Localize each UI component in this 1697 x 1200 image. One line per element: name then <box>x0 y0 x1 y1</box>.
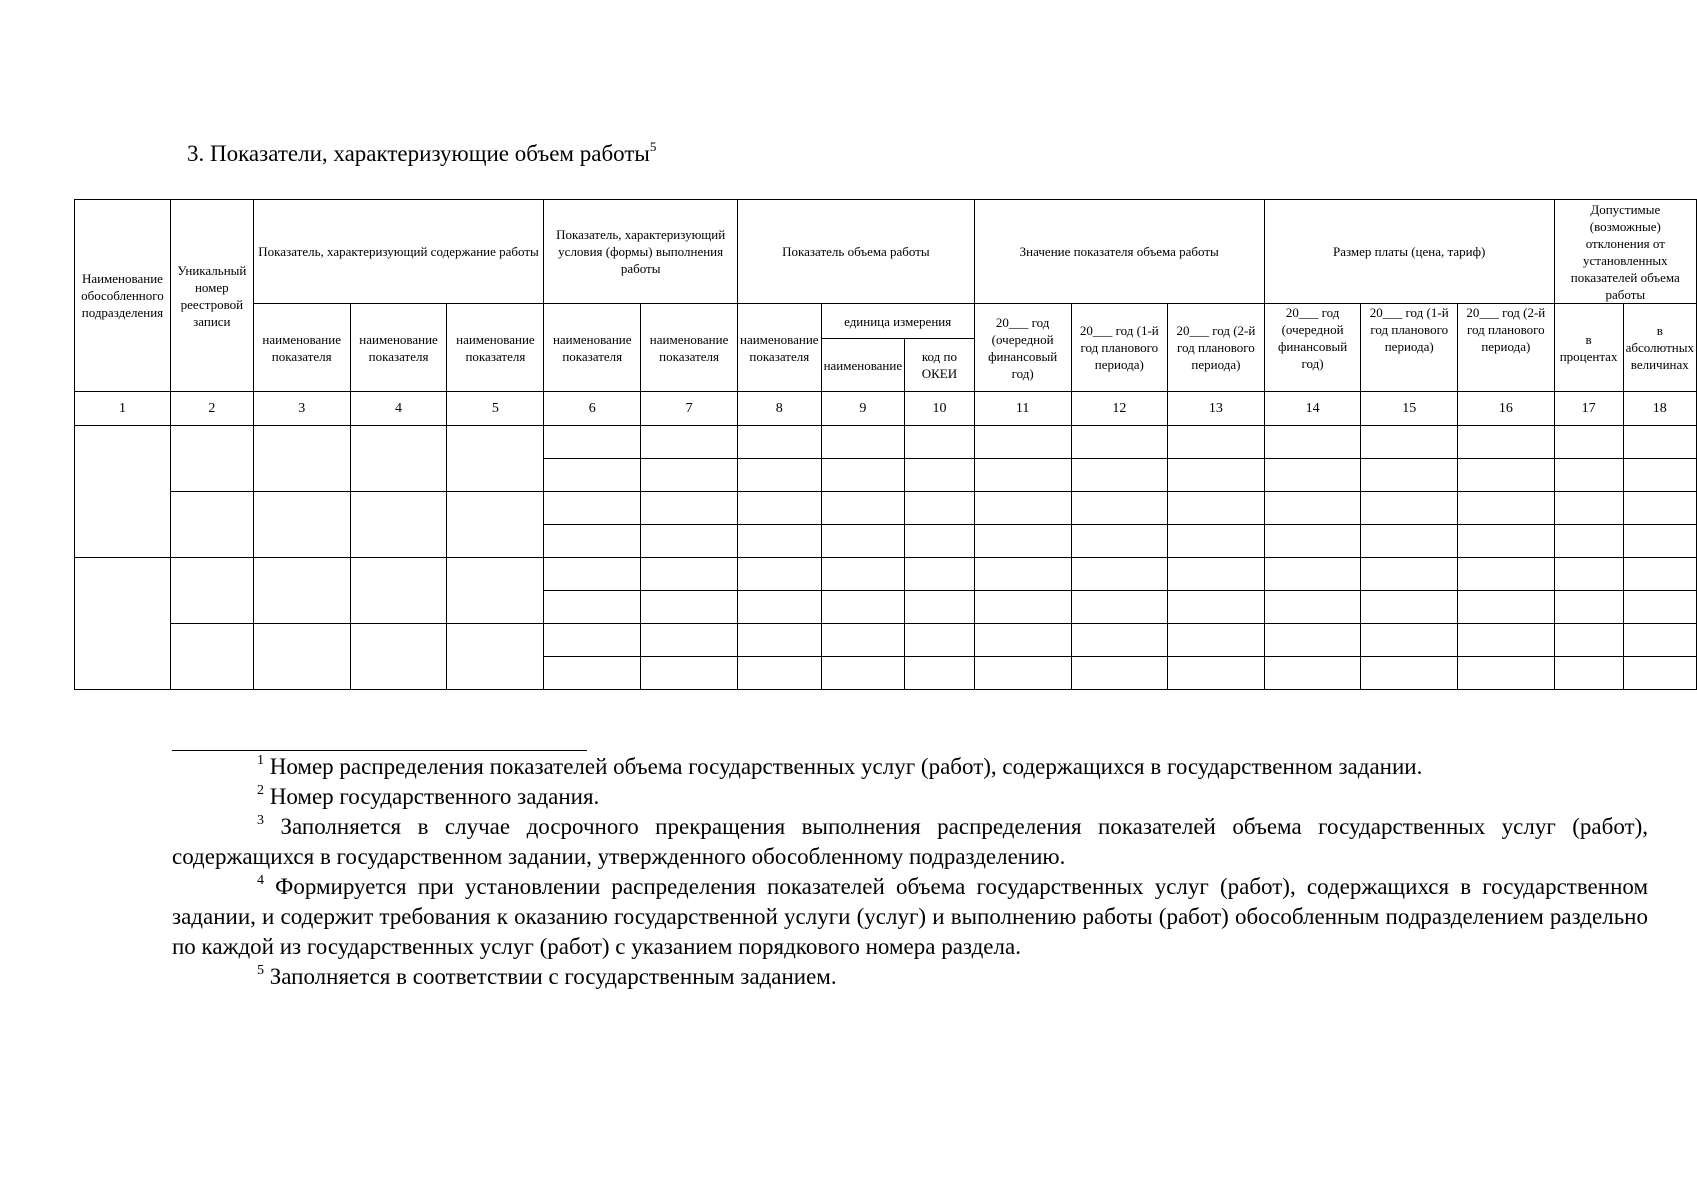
header-conditions-indicator: Показатель, характеризующий условия (формы) выполнения работы <box>544 200 738 304</box>
column-number: 13 <box>1168 392 1265 426</box>
table-cell[interactable] <box>1361 459 1458 492</box>
table-cell[interactable] <box>1264 591 1361 624</box>
table-cell[interactable] <box>974 492 1071 525</box>
table-row <box>75 558 1697 591</box>
table-cell[interactable] <box>974 591 1071 624</box>
table-cell[interactable] <box>350 558 447 624</box>
table-cell[interactable] <box>350 492 447 558</box>
table-cell[interactable] <box>1623 591 1696 624</box>
table-cell[interactable] <box>821 558 905 591</box>
table-cell[interactable] <box>544 558 641 591</box>
column-number: 9 <box>821 392 905 426</box>
table-cell[interactable] <box>974 624 1071 657</box>
table-cell[interactable] <box>75 426 171 558</box>
section-title-footnote-mark: 5 <box>649 139 657 154</box>
table-cell[interactable] <box>1071 525 1168 558</box>
table-cell[interactable] <box>905 459 975 492</box>
table-cell[interactable] <box>821 657 905 690</box>
footnote-text: Заполняется в случае досрочного прекращения выполнения распределения показателей объема государственных услуг (работ), содержащихся в государственном задании, утвержденного обособленному подразделению. <box>172 814 1649 869</box>
table-cell[interactable] <box>170 558 253 624</box>
table-cell[interactable] <box>738 525 822 558</box>
table-cell[interactable] <box>1361 492 1458 525</box>
table-cell[interactable] <box>350 426 447 492</box>
header-indicator-name-3: наименование показателя <box>447 304 544 392</box>
table-cell[interactable] <box>1458 558 1555 591</box>
table-cell[interactable] <box>544 624 641 657</box>
table-cell[interactable] <box>544 426 641 459</box>
header-volume-value: Значение показателя объема работы <box>974 200 1264 304</box>
table-cell[interactable] <box>1071 459 1168 492</box>
column-number: 12 <box>1071 392 1168 426</box>
column-number: 2 <box>170 392 253 426</box>
table-row <box>75 492 1697 525</box>
table-cell[interactable] <box>1554 657 1623 690</box>
table-cell[interactable] <box>1361 624 1458 657</box>
column-number: 5 <box>447 392 544 426</box>
table-cell[interactable] <box>1458 657 1555 690</box>
column-number: 15 <box>1361 392 1458 426</box>
table-body <box>75 426 1697 690</box>
table-cell[interactable] <box>1554 624 1623 657</box>
header-year-plan1-2: 20___ год (1-й год планового периода) <box>1361 304 1458 392</box>
table-cell[interactable] <box>974 459 1071 492</box>
table-cell[interactable] <box>1361 426 1458 459</box>
table-cell[interactable] <box>974 525 1071 558</box>
header-indicator-name-6: наименование показателя <box>738 304 822 392</box>
table-cell[interactable] <box>253 492 350 558</box>
table-cell[interactable] <box>1458 426 1555 459</box>
footnote-separator <box>172 750 587 751</box>
header-year-plan1-1: 20___ год (1-й год планового периода) <box>1071 304 1168 392</box>
table-cell[interactable] <box>170 624 253 690</box>
table-cell[interactable] <box>1168 624 1265 657</box>
table-cell[interactable] <box>1554 426 1623 459</box>
table-cell[interactable] <box>821 426 905 459</box>
table-cell[interactable] <box>544 525 641 558</box>
table-cell[interactable] <box>905 657 975 690</box>
table-cell[interactable] <box>1554 492 1623 525</box>
column-number: 8 <box>738 392 822 426</box>
table-cell[interactable] <box>1071 492 1168 525</box>
footnote-mark: 4 <box>257 873 264 888</box>
footnote <box>172 782 1648 812</box>
table-cell[interactable] <box>905 624 975 657</box>
table-cell[interactable] <box>738 459 822 492</box>
column-number: 1 <box>75 392 171 426</box>
column-number: 11 <box>974 392 1071 426</box>
column-number: 17 <box>1554 392 1623 426</box>
header-unit: единица измерения <box>821 304 974 339</box>
footnote <box>172 962 1648 992</box>
table-cell[interactable] <box>1168 525 1265 558</box>
column-number-row <box>75 392 1697 426</box>
header-indicator-name-2: наименование показателя <box>350 304 447 392</box>
header-year-plan2-1: 20___ год (2-й год планового периода) <box>1168 304 1265 392</box>
table-cell[interactable] <box>1168 426 1265 459</box>
table-cell[interactable] <box>544 492 641 525</box>
table-cell[interactable] <box>641 492 738 525</box>
column-number: 7 <box>641 392 738 426</box>
table-cell[interactable] <box>544 657 641 690</box>
table-cell[interactable] <box>905 525 975 558</box>
table-cell[interactable] <box>1361 591 1458 624</box>
table-cell[interactable] <box>641 657 738 690</box>
table-cell[interactable] <box>1361 657 1458 690</box>
table-cell[interactable] <box>1458 525 1555 558</box>
header-unique-number: Уникальный номер реестровой записи <box>170 200 253 392</box>
column-number: 14 <box>1264 392 1361 426</box>
table-cell[interactable] <box>1264 558 1361 591</box>
header-deviations: Допустимые (возможные) отклонения от установленных показателей объема работы <box>1554 200 1696 304</box>
footnotes <box>172 752 1648 992</box>
header-indicator-name-4: наименование показателя <box>544 304 641 392</box>
table-cell[interactable] <box>905 591 975 624</box>
table-cell[interactable] <box>821 624 905 657</box>
table-cell[interactable] <box>1361 525 1458 558</box>
table-cell[interactable] <box>253 426 350 492</box>
table-cell[interactable] <box>641 624 738 657</box>
table-cell[interactable] <box>738 558 822 591</box>
table-cell[interactable] <box>447 426 544 492</box>
table-cell[interactable] <box>738 624 822 657</box>
table-cell[interactable] <box>1554 459 1623 492</box>
table-cell[interactable] <box>738 591 822 624</box>
table-cell[interactable] <box>738 657 822 690</box>
column-number: 3 <box>253 392 350 426</box>
table-cell[interactable] <box>1623 459 1696 492</box>
table-row <box>75 426 1697 459</box>
table-cell[interactable] <box>905 492 975 525</box>
header-okei-code: код по ОКЕИ <box>905 339 975 392</box>
table-cell[interactable] <box>1168 591 1265 624</box>
table-cell[interactable] <box>253 558 350 624</box>
table-cell[interactable] <box>821 525 905 558</box>
header-row-2 <box>75 304 1697 339</box>
table-cell[interactable] <box>641 426 738 459</box>
table-cell[interactable] <box>641 558 738 591</box>
footnote <box>172 752 1648 782</box>
table-cell[interactable] <box>447 624 544 690</box>
table-cell[interactable] <box>447 492 544 558</box>
section-title <box>187 140 656 168</box>
table-cell[interactable] <box>350 624 447 690</box>
table-cell[interactable] <box>1623 657 1696 690</box>
table-cell[interactable] <box>1458 624 1555 657</box>
footnote <box>172 872 1648 962</box>
footnote <box>172 812 1648 872</box>
table-cell[interactable] <box>1361 558 1458 591</box>
table-cell[interactable] <box>1554 591 1623 624</box>
work-volume-table <box>74 199 1697 690</box>
footnote-mark: 3 <box>257 813 264 828</box>
table-cell[interactable] <box>1071 591 1168 624</box>
table-cell[interactable] <box>641 525 738 558</box>
table-cell[interactable] <box>1623 558 1696 591</box>
column-number: 10 <box>905 392 975 426</box>
table-cell[interactable] <box>1168 459 1265 492</box>
table-cell[interactable] <box>1264 426 1361 459</box>
header-volume-indicator: Показатель объема работы <box>738 200 975 304</box>
header-percent: в процентах <box>1554 304 1623 392</box>
footnote-text: Заполняется в соответствии с государственным заданием. <box>269 964 837 989</box>
table-cell[interactable] <box>641 591 738 624</box>
footnote-mark: 5 <box>257 963 264 978</box>
table-cell[interactable] <box>1623 492 1696 525</box>
table-cell[interactable] <box>905 558 975 591</box>
table-cell[interactable] <box>1168 492 1265 525</box>
table-cell[interactable] <box>1071 558 1168 591</box>
table-cell[interactable] <box>170 492 253 558</box>
column-number: 18 <box>1623 392 1696 426</box>
table-cell[interactable] <box>1071 426 1168 459</box>
column-number: 6 <box>544 392 641 426</box>
table-row <box>75 624 1697 657</box>
header-absolute: в абсолютных величинах <box>1623 304 1696 392</box>
header-subdivision: Наименование обособленного подразделения <box>75 200 171 392</box>
header-row-1 <box>75 200 1697 304</box>
table-cell[interactable] <box>75 558 171 690</box>
table-cell[interactable] <box>1264 492 1361 525</box>
table-cell[interactable] <box>738 492 822 525</box>
table-cell[interactable] <box>1071 657 1168 690</box>
footnote-text: Номер государственного задания. <box>269 784 600 809</box>
table-cell[interactable] <box>1264 657 1361 690</box>
table-cell[interactable] <box>1264 459 1361 492</box>
table-cell[interactable] <box>1623 525 1696 558</box>
table-cell[interactable] <box>1554 525 1623 558</box>
table-cell[interactable] <box>641 459 738 492</box>
table-cell[interactable] <box>974 657 1071 690</box>
header-indicator-name-5: наименование показателя <box>641 304 738 392</box>
column-number: 4 <box>350 392 447 426</box>
table-cell[interactable] <box>1264 624 1361 657</box>
section-title-text: 3. Показатели, характеризующие объем работы <box>187 141 650 166</box>
table-cell[interactable] <box>974 558 1071 591</box>
footnote-mark: 1 <box>257 753 264 768</box>
table-cell[interactable] <box>1458 459 1555 492</box>
column-number: 16 <box>1458 392 1555 426</box>
header-content-indicator: Показатель, характеризующий содержание работы <box>253 200 544 304</box>
table-cell[interactable] <box>1458 591 1555 624</box>
table-cell[interactable] <box>1071 624 1168 657</box>
table-cell[interactable] <box>821 492 905 525</box>
header-indicator-name-1: наименование показателя <box>253 304 350 392</box>
table-cell[interactable] <box>821 459 905 492</box>
header-year-current-2: 20___ год (очередной финансовый год) <box>1264 304 1361 392</box>
footnote-mark: 2 <box>257 783 264 798</box>
table-cell[interactable] <box>447 558 544 624</box>
table-cell[interactable] <box>1458 492 1555 525</box>
table-cell[interactable] <box>905 426 975 459</box>
table-cell[interactable] <box>1623 624 1696 657</box>
table-cell[interactable] <box>974 426 1071 459</box>
table-cell[interactable] <box>1168 558 1265 591</box>
table-cell[interactable] <box>544 591 641 624</box>
table-cell[interactable] <box>738 426 822 459</box>
table-cell[interactable] <box>1623 426 1696 459</box>
header-year-plan2-2: 20___ год (2-й год планового периода) <box>1458 304 1555 392</box>
footnote-text: Номер распределения показателей объема государственных услуг (работ), содержащихся в государственном задании. <box>269 754 1423 779</box>
table-cell[interactable] <box>821 591 905 624</box>
table-cell[interactable] <box>253 624 350 690</box>
table-cell[interactable] <box>1168 657 1265 690</box>
table-cell[interactable] <box>544 459 641 492</box>
header-year-current-1: 20___ год (очередной финансовый год) <box>974 304 1071 392</box>
footnote-text: Формируется при установлении распределения показателей объема государственных услуг (работ), содержащихся в государственном задании, и содержит требования к оказанию государственной услуги (услуг) и выполнению работы (работ) обособленным подразделением раздельно по каждой из государственных услуг (работ) с указанием порядкового номера раздела. <box>172 874 1648 959</box>
header-unit-name: наименование <box>821 339 905 392</box>
table-cell[interactable] <box>170 426 253 492</box>
header-payment: Размер платы (цена, тариф) <box>1264 200 1554 304</box>
table-cell[interactable] <box>1264 525 1361 558</box>
table-cell[interactable] <box>1554 558 1623 591</box>
